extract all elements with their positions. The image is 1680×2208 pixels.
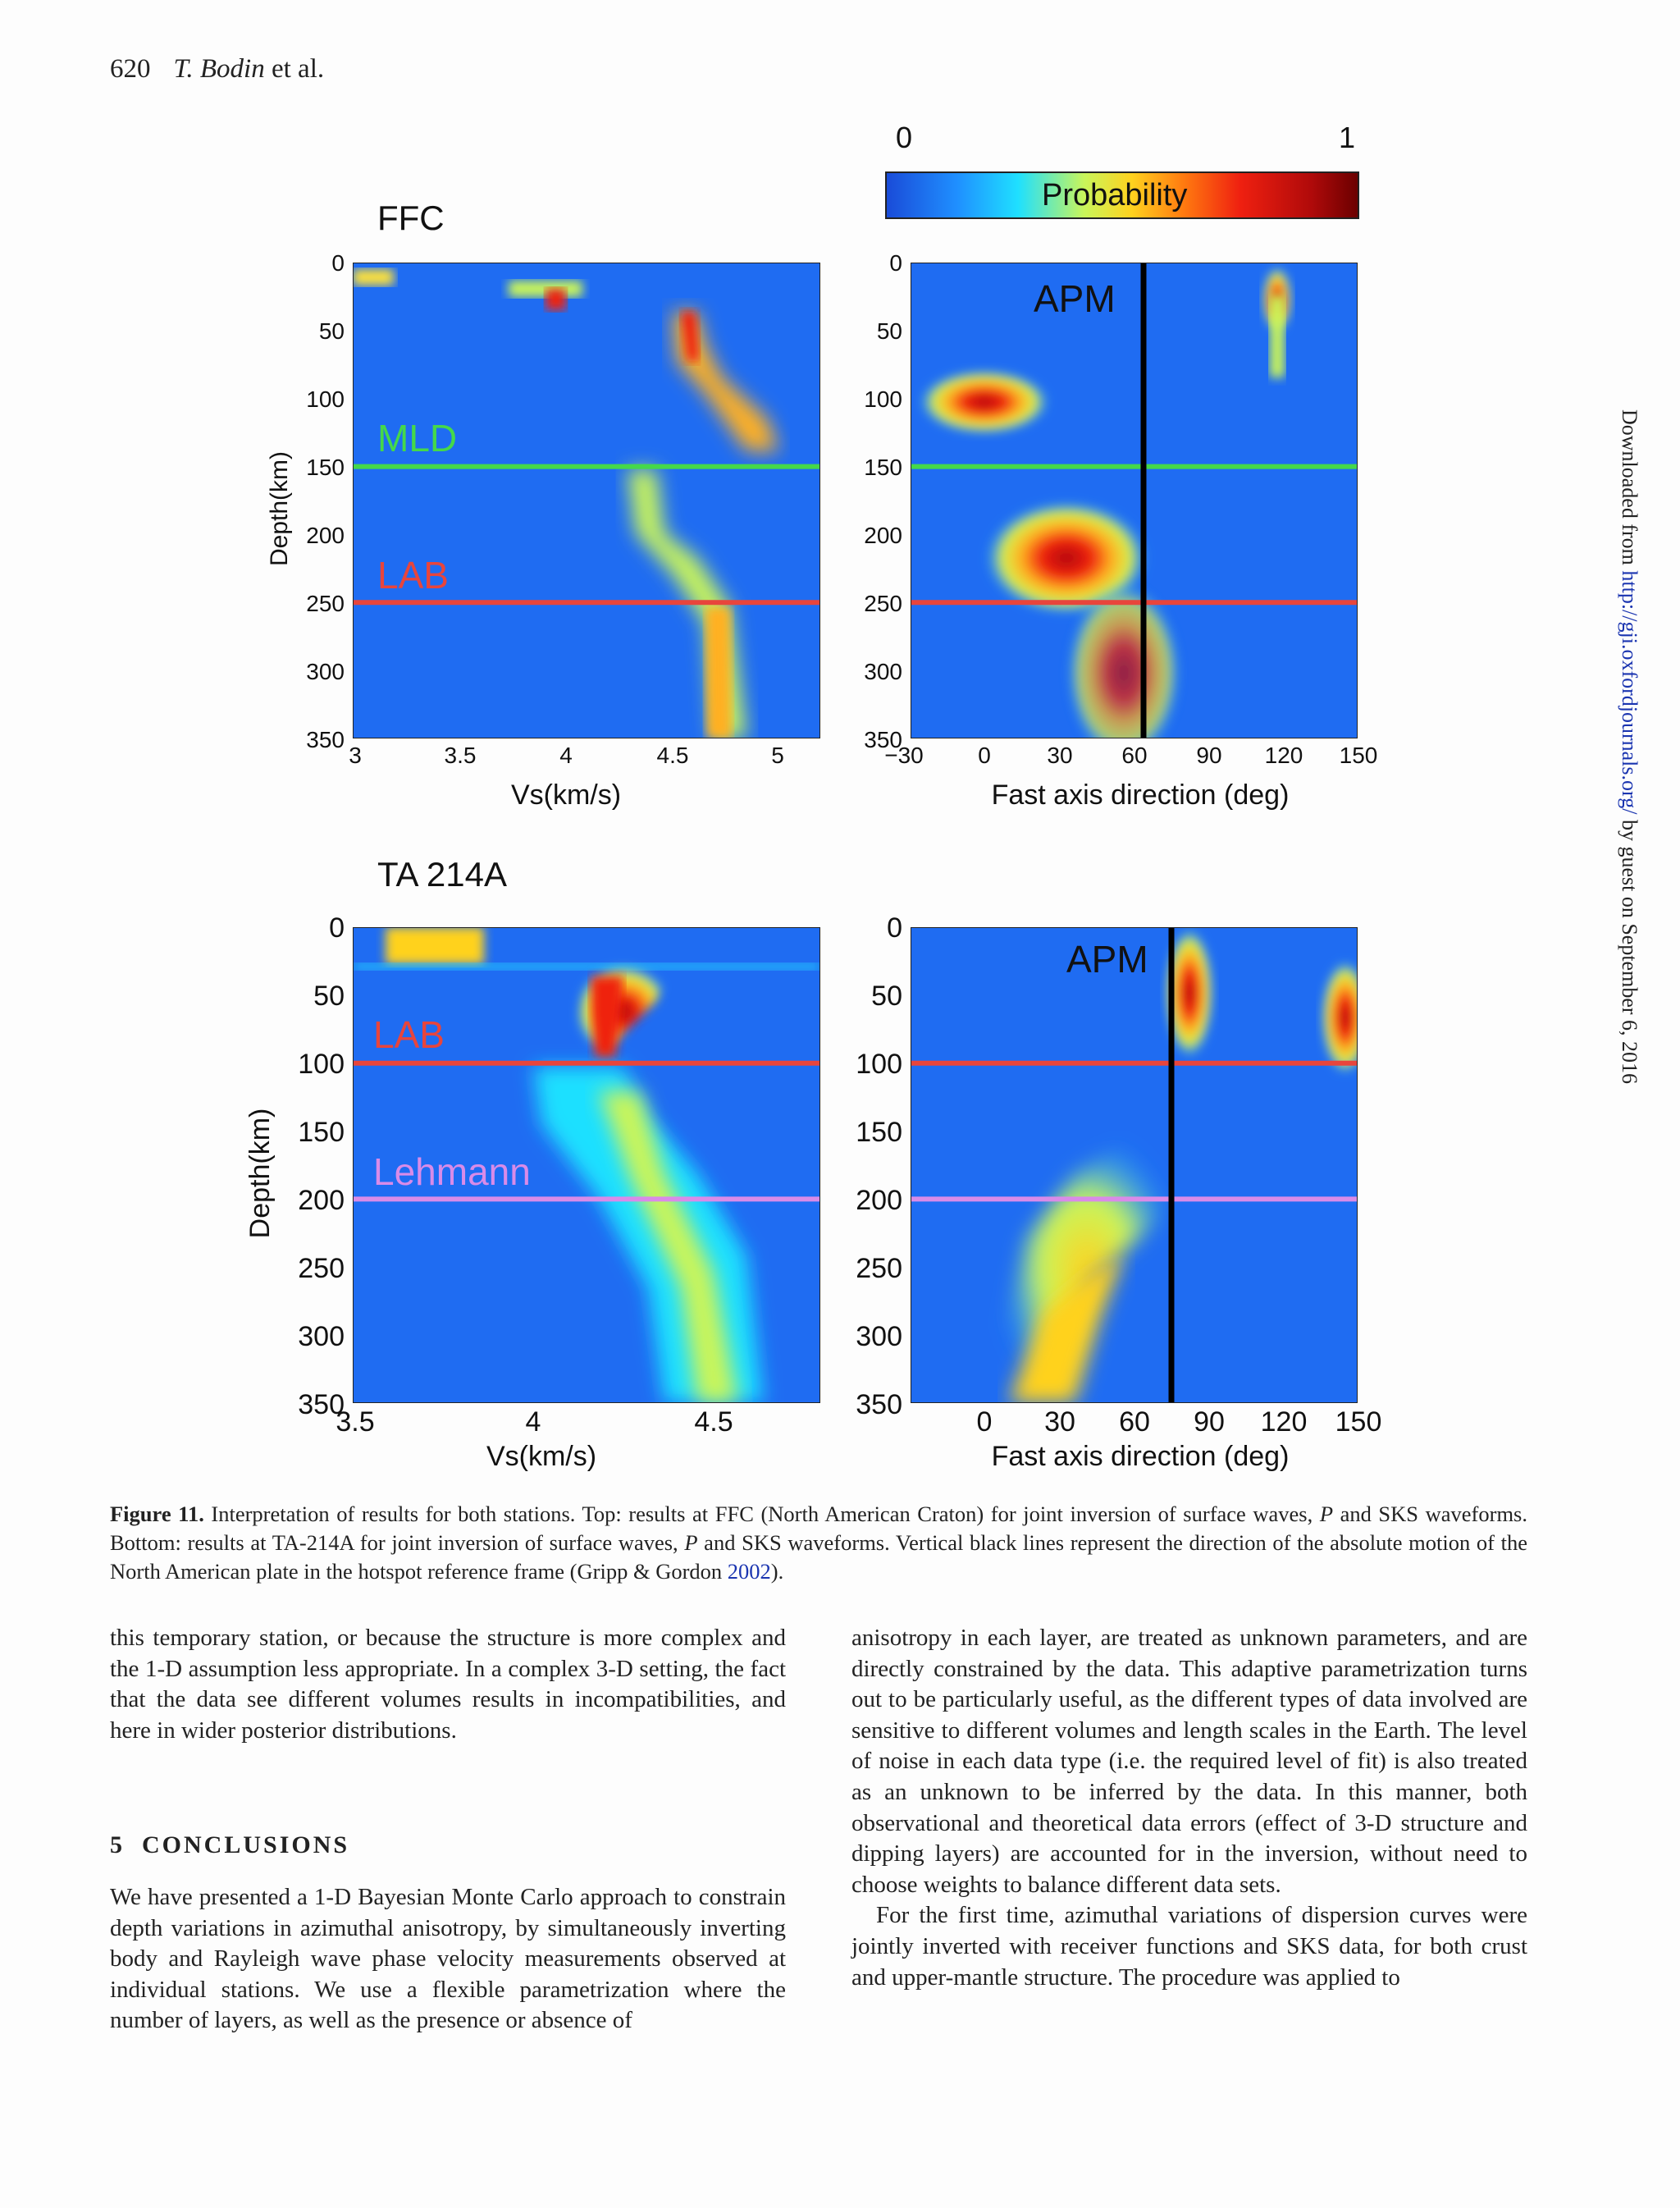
download-note-prefix: Downloaded from <box>1618 409 1641 571</box>
svg-text:150: 150 <box>298 1117 345 1148</box>
svg-text:200: 200 <box>298 1185 345 1216</box>
svg-text:250: 250 <box>306 591 345 616</box>
svg-text:50: 50 <box>318 318 345 344</box>
download-note-link[interactable]: http://gji.oxfordjournals.org/ <box>1618 570 1641 815</box>
svg-text:3: 3 <box>349 743 362 768</box>
svg-text:30: 30 <box>1047 743 1073 768</box>
svg-text:0: 0 <box>329 912 345 944</box>
ffc-title: FFC <box>377 199 445 237</box>
svg-text:0: 0 <box>978 743 991 768</box>
svg-text:100: 100 <box>856 1049 902 1080</box>
section-title: CONCLUSIONS <box>142 1831 350 1858</box>
ta-depth-label: Depth(km) <box>244 1108 276 1239</box>
colorbar <box>886 123 1358 218</box>
svg-text:0: 0 <box>887 912 902 944</box>
ffc-vs-panel <box>266 199 820 811</box>
right-paragraph-1: anisotropy in each layer, are treated as unknown parameters, and are directly constrained by the data. This adaptive parametrization turns out to be particularly useful, as the different types of data involved are sensitive to different volumes and length scales in the Earth. The level of noise in each data type (i.e. the required level of fit) is also treated as an unknown to be inferred by the data. In this manner, both observational and theoretical data errors (effect of 3-D structure and dipping layers) are accounted for in the inversion, without need to choose weights to balance different data sets. <box>851 1625 1527 1898</box>
caption-part-2: and SKS waveforms. Bottom: results at TA-214A for joint inversion of surface waves, <box>110 1502 1527 1555</box>
download-note-suffix: by guest on September 6, 2016 <box>1618 814 1641 1085</box>
ffc-lab-label: LAB <box>377 554 449 597</box>
ffc-vs-yticks <box>306 250 345 752</box>
ta-vs-plot <box>353 927 820 1403</box>
left-paragraph-1: this temporary station, or because the structure is more complex and the 1-D assumption less appropriate. In a complex 3-D setting, the fact that the data see different volumes results in incompatibilities, and here in wider posterior distributions. <box>110 1625 786 1744</box>
svg-text:150: 150 <box>1339 743 1378 768</box>
svg-text:3.5: 3.5 <box>336 1406 375 1438</box>
ffc-apm-label: APM <box>1034 277 1116 320</box>
ta-lab-label: LAB <box>373 1013 445 1056</box>
left-paragraph-2: We have presented a 1-D Bayesian Monte Carlo approach to constrain depth variations in azimuthal anisotropy, by simultaneously inverting body and Rayleigh wave phase velocity measurements observed at individual stations. We use a flexible parametrization where the number of layers, as well as the presence or absence of <box>110 1884 786 2034</box>
ta-vs-xticks <box>336 1406 733 1438</box>
svg-text:120: 120 <box>1260 1406 1308 1438</box>
svg-text:90: 90 <box>1194 1406 1225 1438</box>
figure-11 <box>230 123 1395 1485</box>
svg-text:90: 90 <box>1196 743 1222 768</box>
ta-vs-xlabel: Vs(km/s) <box>486 1441 597 1472</box>
caption-part-1: Interpretation of results for both stations. Top: results at FFC (North American Craton) for joint inversion of surface waves, <box>203 1502 1320 1526</box>
ffc-vs-xticks <box>349 743 784 768</box>
svg-text:150: 150 <box>1335 1406 1382 1438</box>
svg-text:200: 200 <box>306 523 345 548</box>
svg-text:120: 120 <box>1264 743 1303 768</box>
ffc-fast-panel <box>864 250 1377 811</box>
svg-text:60: 60 <box>1121 743 1148 768</box>
svg-text:50: 50 <box>871 981 902 1012</box>
figure-caption <box>110 1500 1527 1586</box>
page-number: 620 <box>110 54 151 84</box>
ta-fast-plot <box>911 927 1370 1403</box>
svg-text:300: 300 <box>856 1321 902 1352</box>
svg-text:350: 350 <box>856 1389 902 1420</box>
ta-apm-label: APM <box>1066 938 1148 981</box>
ta-fast-yticks <box>856 912 902 1420</box>
running-head-authors: T. Bodin <box>173 54 265 84</box>
ta-lehmann-label: Lehmann <box>373 1150 531 1193</box>
ffc-fast-yticks <box>864 250 902 752</box>
ta-fast-xlabel: Fast axis direction (deg) <box>991 1441 1290 1472</box>
colorbar-title: Probability <box>1042 178 1188 213</box>
caption-reference-link[interactable]: 2002 <box>727 1559 771 1584</box>
ffc-fast-xlabel: Fast axis direction (deg) <box>991 779 1290 811</box>
svg-text:300: 300 <box>306 659 345 684</box>
ffc-depth-label: Depth(km) <box>266 450 293 567</box>
svg-text:4.5: 4.5 <box>694 1406 733 1438</box>
svg-text:100: 100 <box>864 386 902 412</box>
caption-p-italic: P <box>1319 1502 1334 1526</box>
colorbar-min-label: 0 <box>896 123 913 154</box>
svg-text:250: 250 <box>856 1253 902 1284</box>
svg-text:50: 50 <box>876 318 902 344</box>
svg-text:100: 100 <box>306 386 345 412</box>
ta-fast-xticks <box>977 1406 1382 1438</box>
svg-text:−30: −30 <box>884 743 924 768</box>
svg-text:150: 150 <box>306 455 345 480</box>
svg-text:300: 300 <box>298 1321 345 1352</box>
left-column-bottom <box>110 1882 786 2037</box>
svg-text:4: 4 <box>525 1406 541 1438</box>
section-number: 5 <box>110 1831 125 1858</box>
svg-text:0: 0 <box>889 250 902 276</box>
svg-text:300: 300 <box>864 659 902 684</box>
ffc-fast-xticks <box>884 743 1377 768</box>
section-heading <box>110 1831 349 1859</box>
svg-text:60: 60 <box>1119 1406 1150 1438</box>
svg-text:4: 4 <box>559 743 573 768</box>
svg-text:100: 100 <box>298 1049 345 1080</box>
ta-vs-panel <box>244 855 820 1472</box>
ffc-fast-plot <box>911 263 1358 763</box>
svg-text:50: 50 <box>313 981 345 1012</box>
svg-text:350: 350 <box>298 1389 345 1420</box>
caption-part-4: ). <box>770 1559 784 1584</box>
right-column <box>851 1623 1527 1993</box>
running-head <box>110 54 324 85</box>
svg-text:0: 0 <box>331 250 345 276</box>
caption-part-3: and SKS waveforms. Vertical black lines represent the direction of the absolute motion of the North American plate in the hotspot reference frame (Gripp & Gordon <box>110 1530 1528 1584</box>
svg-text:350: 350 <box>306 727 345 752</box>
svg-text:250: 250 <box>298 1253 345 1284</box>
svg-text:30: 30 <box>1044 1406 1075 1438</box>
svg-text:0: 0 <box>976 1406 993 1438</box>
svg-text:250: 250 <box>864 591 902 616</box>
ffc-vs-plot <box>353 263 820 738</box>
running-head-etal: et al. <box>271 54 325 84</box>
colorbar-max-label: 1 <box>1339 123 1356 154</box>
svg-text:4.5: 4.5 <box>656 743 689 768</box>
ta-vs-yticks <box>298 912 345 1420</box>
ta-fast-panel <box>856 912 1381 1472</box>
svg-text:150: 150 <box>864 455 902 480</box>
download-note <box>1617 409 1641 1084</box>
caption-label: Figure 11. <box>110 1502 204 1526</box>
ffc-vs-xlabel: Vs(km/s) <box>510 779 622 811</box>
svg-text:150: 150 <box>856 1117 902 1148</box>
svg-text:5: 5 <box>771 743 784 768</box>
svg-text:350: 350 <box>864 727 902 752</box>
caption-p-italic-2: P <box>684 1530 698 1555</box>
ffc-mld-label: MLD <box>377 417 458 459</box>
svg-text:200: 200 <box>856 1185 902 1216</box>
svg-text:200: 200 <box>864 523 902 548</box>
ta-title: TA 214A <box>377 855 507 894</box>
svg-text:3.5: 3.5 <box>444 743 477 768</box>
right-paragraph-2: For the first time, azimuthal variations of dispersion curves were jointly inverted with receiver functions and SKS data, for both crust and upper-mantle structure. The procedure was applied to <box>851 1902 1527 1991</box>
left-column-top <box>110 1623 786 1746</box>
